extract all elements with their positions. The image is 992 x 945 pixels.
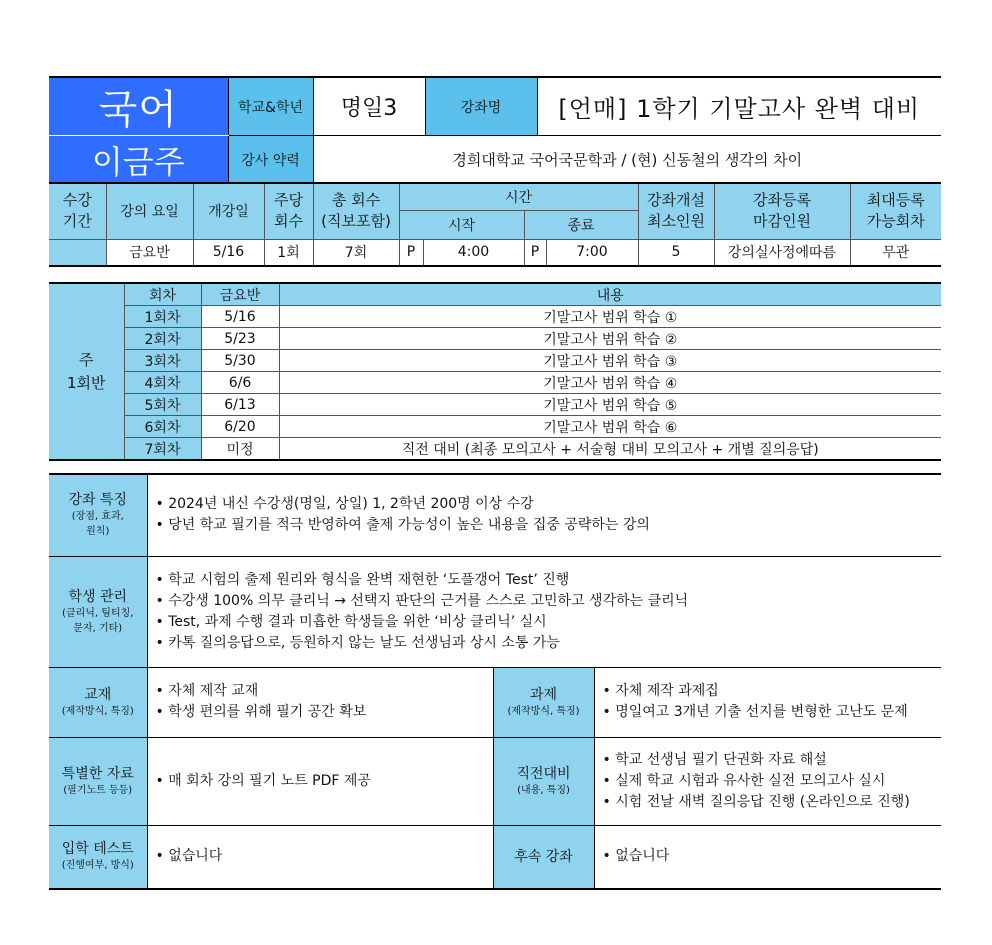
features-sub1: (장점, 효과, xyxy=(71,511,124,523)
col-max-line1: 최대등록 xyxy=(866,191,925,210)
list-item: • 학교 선생님 필기 단권화 자료 해설 xyxy=(602,751,827,768)
session-date: 6/20 xyxy=(201,416,279,438)
table-row xyxy=(49,438,941,461)
table-row xyxy=(49,306,941,328)
course-name-label: 강좌명 xyxy=(425,77,537,136)
career-label: 강사 약력 xyxy=(228,136,313,185)
final-label-text: 직전대비 xyxy=(516,765,571,782)
val-total: 7회 xyxy=(313,239,399,266)
follow-up-content xyxy=(594,825,941,889)
session-number: 2회차 xyxy=(124,328,201,350)
session-number: 5회차 xyxy=(124,394,201,416)
session-date: 5/30 xyxy=(201,350,279,372)
homework-sub: (제작방식, 특징) xyxy=(507,705,580,717)
special-label-text: 특별한 자료 xyxy=(61,765,134,782)
follow-label-text: 후속 강좌 xyxy=(514,848,573,865)
col-time: 시간 xyxy=(399,183,638,210)
session-date: 6/6 xyxy=(201,372,279,394)
special-material-content xyxy=(147,737,493,825)
special-sub: (필기노트 등등) xyxy=(63,784,133,796)
list-item: • 없습니다 xyxy=(602,848,670,865)
session-date: 미정 xyxy=(201,438,279,461)
col-day: 강의 요일 xyxy=(106,183,193,239)
detail-table xyxy=(49,473,941,890)
col-total-line1: 총 회수 xyxy=(331,191,381,210)
session-content: 기말고사 범위 학습 ④ xyxy=(279,372,941,394)
header-table xyxy=(49,76,941,186)
table-row xyxy=(49,372,941,394)
schedule-table xyxy=(49,282,941,461)
col-weekly xyxy=(264,183,313,239)
list-item: • 명일여고 3개년 기출 선지를 변형한 고난도 문제 xyxy=(602,704,908,720)
subject-title: 국어 xyxy=(49,77,228,136)
session-content: 기말고사 범위 학습 ② xyxy=(279,328,941,350)
homework-content xyxy=(594,667,941,737)
val-start-ampm: P xyxy=(399,239,423,266)
management-sub2: 문자, 기타) xyxy=(73,622,123,634)
list-item: • 매 회차 강의 필기 노트 PDF 제공 xyxy=(155,772,371,789)
list-item: • 자체 제작 과제집 xyxy=(602,683,719,699)
period-table xyxy=(49,182,941,267)
col-total xyxy=(313,183,399,239)
management-label xyxy=(49,556,147,667)
col-deadline xyxy=(714,183,850,239)
table-row xyxy=(49,328,941,350)
col-min-line1: 강좌개설 xyxy=(647,191,705,210)
session-number: 3회차 xyxy=(124,350,201,372)
col-weekly-line1: 주당 xyxy=(274,191,303,210)
table-row xyxy=(49,416,941,438)
session-number: 1회차 xyxy=(124,306,201,328)
features-content xyxy=(147,474,941,556)
session-content: 기말고사 범위 학습 ① xyxy=(279,306,941,328)
session-content: 직전 대비 (최종 모의고사 + 서술형 대비 모의고사 + 개별 질의응답) xyxy=(279,438,941,461)
career-value: 경희대학교 국어국문학과 / (현) 신동철의 생각의 차이 xyxy=(313,136,941,185)
side-label-line1: 주 xyxy=(79,350,94,369)
course-name-value: [언매] 1학기 기말고사 완벽 대비 xyxy=(537,77,941,136)
period-label-line1: 수강 xyxy=(62,191,92,210)
val-end: 7:00 xyxy=(546,239,638,266)
final-sub: (내용, 특징) xyxy=(517,784,570,796)
session-content: 기말고사 범위 학습 ③ xyxy=(279,350,941,372)
list-item: • 학생 편의를 위해 필기 공간 확보 xyxy=(155,704,367,720)
col-open: 개강일 xyxy=(193,183,264,239)
textbook-label xyxy=(49,667,147,737)
management-sub1: (클리닉, 팀티칭, xyxy=(62,607,134,619)
period-label-line2: 기간 xyxy=(62,212,92,231)
val-day: 금요반 xyxy=(106,239,193,266)
session-date: 5/23 xyxy=(201,328,279,350)
col-total-line2: (직보포함) xyxy=(321,212,391,231)
follow-up-label xyxy=(493,825,594,889)
features-sub2: 원칙) xyxy=(86,526,110,538)
session-date: 6/13 xyxy=(201,394,279,416)
list-item: • 자체 제작 교재 xyxy=(155,683,259,699)
val-end-ampm: P xyxy=(524,239,546,266)
period-label xyxy=(49,183,106,239)
col-weekly-line2: 회수 xyxy=(274,212,303,231)
entry-test-label xyxy=(49,825,147,889)
session-number: 4회차 xyxy=(124,372,201,394)
textbook-sub: (제작방식, 특징) xyxy=(61,705,134,717)
col-content: 내용 xyxy=(279,283,941,306)
list-item: • 실제 학교 시험과 유사한 실전 모의고사 실시 xyxy=(602,772,886,789)
list-item: • 2024년 내신 수강생(명일, 상일) 1, 2학년 200명 이상 수강 xyxy=(155,496,534,513)
special-material-label xyxy=(49,737,147,825)
textbook-content xyxy=(147,667,493,737)
val-weekly: 1회 xyxy=(264,239,313,266)
list-item: • 카톡 질의응답으로, 등원하지 않는 날도 선생님과 상시 소통 가능 xyxy=(155,634,560,651)
features-label xyxy=(49,474,147,556)
teacher-name: 이금주 xyxy=(49,136,228,185)
period-label-continued xyxy=(49,239,106,266)
col-min xyxy=(638,183,714,239)
entry-test-content xyxy=(147,825,493,889)
list-item: • 없습니다 xyxy=(155,848,223,865)
col-deadline-line1: 강좌등록 xyxy=(753,191,811,210)
val-deadline: 강의실사정에따름 xyxy=(714,239,850,266)
session-content: 기말고사 범위 학습 ⑥ xyxy=(279,416,941,438)
homework-label xyxy=(493,667,594,737)
session-number: 6회차 xyxy=(124,416,201,438)
table-row xyxy=(49,394,941,416)
session-date: 5/16 xyxy=(201,306,279,328)
side-label-line2: 1회반 xyxy=(66,373,106,392)
col-min-line2: 최소인원 xyxy=(647,212,705,231)
final-prep-content xyxy=(594,737,941,825)
table-row xyxy=(49,350,941,372)
school-grade-label: 학교&학년 xyxy=(228,77,313,136)
homework-label-text: 과제 xyxy=(529,686,558,703)
col-max-line2: 가능회차 xyxy=(866,212,925,231)
list-item: • Test, 과제 수행 결과 미흡한 학생들을 위한 ‘비상 클리닉’ 실시 xyxy=(155,613,547,630)
col-friday: 금요반 xyxy=(201,283,279,306)
val-min: 5 xyxy=(638,239,714,266)
col-start: 시작 xyxy=(399,210,524,239)
management-label-text: 학생 관리 xyxy=(68,588,128,605)
list-item: • 수강생 100% 의무 클리닉 → 선택지 판단의 근거를 스스로 고민하고 생각하는 클리닉 xyxy=(155,592,689,609)
management-content xyxy=(147,556,941,667)
session-content: 기말고사 범위 학습 ⑤ xyxy=(279,394,941,416)
list-item: • 학교 시험의 출제 원리와 형식을 완벽 재현한 ‘도플갱어 Test’ 진행 xyxy=(155,571,570,588)
list-item: • 당년 학교 필기를 적극 반영하여 출제 가능성이 높은 내용을 집중 공략하는 강의 xyxy=(155,517,650,534)
entry-label-text: 입학 테스트 xyxy=(61,841,134,858)
schedule-side-label xyxy=(49,283,124,460)
textbook-label-text: 교재 xyxy=(84,686,112,703)
val-max: 무관 xyxy=(850,239,941,266)
col-session: 회차 xyxy=(124,283,201,306)
entry-sub: (진행여부, 방식) xyxy=(61,860,134,872)
val-open: 5/16 xyxy=(193,239,264,266)
col-end: 종료 xyxy=(524,210,638,239)
features-label-text: 강좌 특징 xyxy=(68,492,128,509)
session-number: 7회차 xyxy=(124,438,201,461)
col-max xyxy=(850,183,941,239)
list-item: • 시험 전날 새벽 질의응답 진행 (온라인으로 진행) xyxy=(602,793,910,810)
school-grade-value: 명일3 xyxy=(313,77,425,136)
final-prep-label xyxy=(493,737,594,825)
val-start: 4:00 xyxy=(423,239,524,266)
col-deadline-line2: 마감인원 xyxy=(753,212,811,231)
